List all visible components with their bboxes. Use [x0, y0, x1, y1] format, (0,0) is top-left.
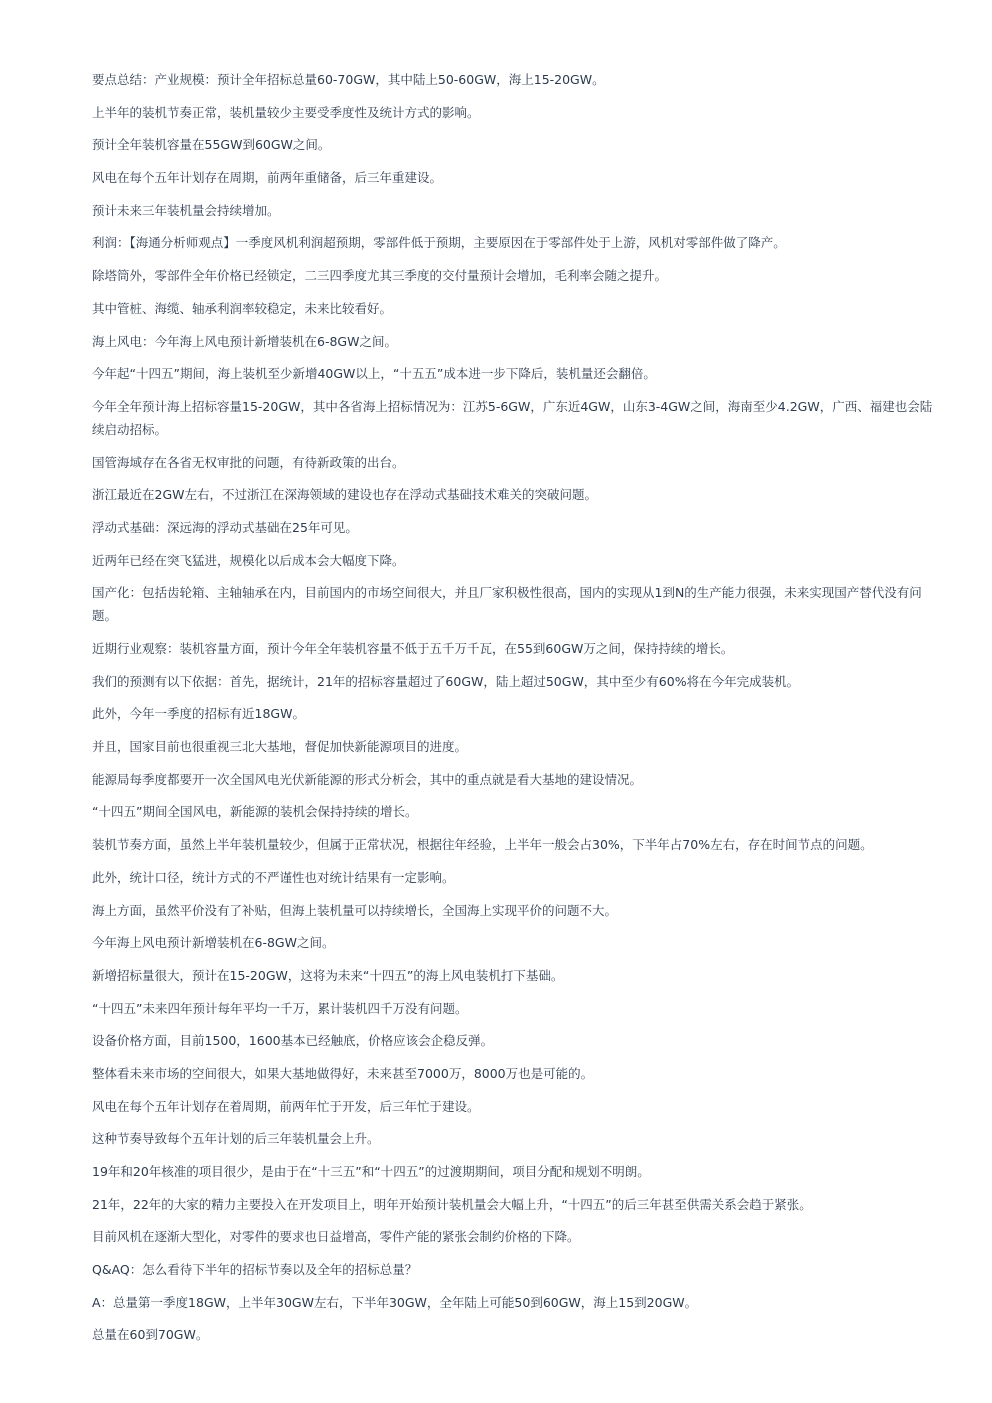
paragraph: 我们的预测有以下依据：首先，据统计，21年的招标容量超过了60GW，陆上超过50GW，其中至少有60%将在今年完成装机。: [92, 673, 800, 689]
paragraph: 上半年的装机节奏正常，装机量较少主要受季度性及统计方式的影响。: [92, 104, 480, 120]
paragraph: Q&AQ：怎么看待下半年的招标节奏以及全年的招标总量？: [92, 1262, 418, 1278]
paragraph: 风电在每个五年计划存在周期，前两年重储备，后三年重建设。: [92, 170, 443, 186]
paragraph: 要点总结：产业规模：预计全年招标总量60-70GW，其中陆上50-60GW，海上15-20GW。: [92, 72, 605, 87]
paragraph: “十四五”期间全国风电，新能源的装机会保持持续的增长。: [92, 804, 418, 820]
paragraph: 其中管桩、海缆、轴承利润率较稳定，未来比较看好。: [92, 300, 393, 316]
paragraph: 总量在60到70GW。: [92, 1327, 209, 1343]
paragraph: 今年海上风电预计新增装机在6-8GW之间。: [92, 935, 335, 951]
paragraph: 19年和20年核准的项目很少，是由于在“十三五”和“十四五”的过渡期期间，项目分配和规划不明朗。: [92, 1164, 650, 1179]
paragraph: 今年起“十四五”期间，海上装机至少新增40GW以上，“十五五”成本进一步下降后，装机量还会翻倍。: [92, 366, 656, 382]
paragraph: 利润：【海通分析师观点】一季度风机利润超预期，零部件低于预期，主要原因在于零部件处于上游，风机对零部件做了降产。: [92, 235, 786, 251]
paragraph: 海上风电：今年海上风电预计新增装机在6-8GW之间。: [92, 333, 397, 349]
paragraph: 新增招标量很大，预计在15-20GW，这将为未来“十四五”的海上风电装机打下基础。: [92, 967, 564, 983]
paragraph: 此外，统计口径，统计方式的不严谨性也对统计结果有一定影响。: [92, 869, 455, 885]
paragraph: 整体看未来市场的空间很大，如果大基地做得好，未来甚至7000万，8000万也是可能的。: [92, 1065, 594, 1081]
paragraph: 预计未来三年装机量会持续增加。: [92, 202, 280, 218]
paragraph: 浮动式基础：深远海的浮动式基础在25年可见。: [92, 519, 358, 535]
paragraph: 预计全年装机容量在55GW到60GW之间。: [92, 137, 331, 153]
paragraph: 21年，22年的大家的精力主要投入在开发项目上，明年开始预计装机量会大幅上升，“十四五”的后三年甚至供需关系会趋于紧张。: [92, 1196, 812, 1212]
paragraph: 风电在每个五年计划存在着周期，前两年忙于开发，后三年忙于建设。: [92, 1098, 480, 1114]
paragraph: 近期行业观察：装机容量方面，预计今年全年装机容量不低于五千万千瓦，在55到60GW万之间，保持持续的增长。: [92, 641, 734, 656]
paragraph: 设备价格方面，目前1500，1600基本已经触底，价格应该会企稳反弹。: [92, 1033, 494, 1049]
paragraph: 国产化：包括齿轮箱、主轴轴承在内，目前国内的市场空间很大，并且厂家积极性很高，国内的实现从1到N的生产能力很强，未来实现国产替代没有问题。: [92, 585, 922, 624]
paragraph: 除塔筒外，零部件全年价格已经锁定，二三四季度尤其三季度的交付量预计会增加，毛利率会随之提升。: [92, 268, 668, 284]
paragraph: 这种节奏导致每个五年计划的后三年装机量会上升。: [92, 1131, 380, 1147]
paragraph: 此外，今年一季度的招标有近18GW。: [92, 706, 305, 722]
paragraph: 海上方面，虽然平价没有了补贴，但海上装机量可以持续增长，全国海上实现平价的问题不大。: [92, 902, 618, 918]
paragraph: 浙江最近在2GW左右，不过浙江在深海领域的建设也存在浮动式基础技术难关的突破问题。: [92, 487, 598, 503]
paragraph: “十四五”未来四年预计每年平均一千万，累计装机四千万没有问题。: [92, 1000, 468, 1016]
paragraph: 并且，国家目前也很重视三北大基地，督促加快新能源项目的进度。: [92, 739, 468, 755]
paragraph: 国管海域存在各省无权审批的问题，有待新政策的出台。: [92, 454, 405, 470]
paragraph: A：总量第一季度18GW，上半年30GW左右，下半年30GW，全年陆上可能50到60GW，海上15到20GW。: [92, 1294, 698, 1310]
document-body: [92, 68, 942, 1356]
paragraph: 能源局每季度都要开一次全国风电光伏新能源的形式分析会，其中的重点就是看大基地的建设情况。: [92, 771, 643, 787]
paragraph: 目前风机在逐渐大型化，对零件的要求也日益增高，零件产能的紧张会制约价格的下降。: [92, 1229, 580, 1245]
paragraph: 装机节奏方面，虽然上半年装机量较少，但属于正常状况，根据往年经验，上半年一般会占30%，下半年占70%左右，存在时间节点的问题。: [92, 837, 873, 853]
paragraph: 今年全年预计海上招标容量15-20GW，其中各省海上招标情况为：江苏5-6GW，广东近4GW，山东3-4GW之间，海南至少4.2GW，广西、福建也会陆续启动招标。: [92, 398, 933, 437]
paragraph: 近两年已经在突飞猛进，规模化以后成本会大幅度下降。: [92, 552, 405, 568]
